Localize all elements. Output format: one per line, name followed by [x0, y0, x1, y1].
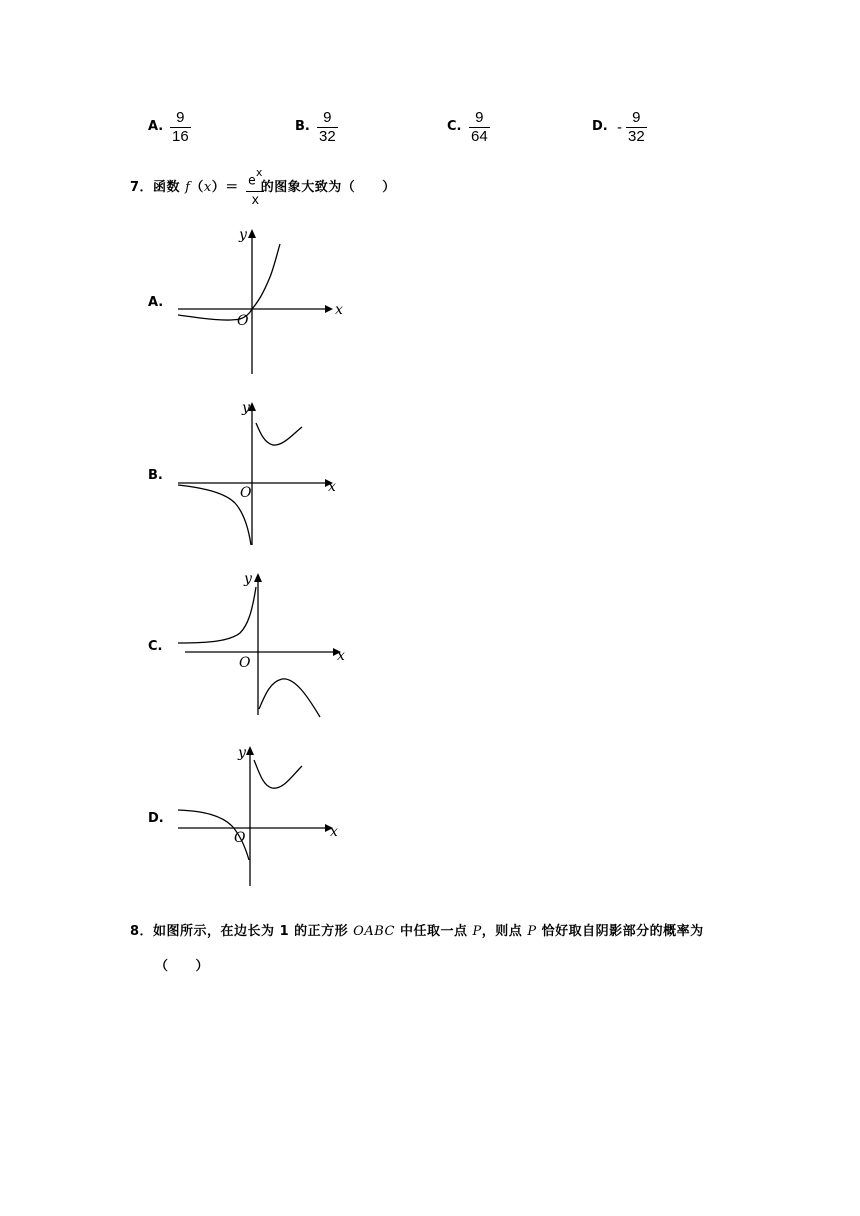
- graph-a-origin-label: O: [237, 313, 249, 329]
- graph-c-y-label: y: [244, 571, 252, 587]
- graph-c: [170, 567, 355, 727]
- option-d-minus-sign: -: [617, 119, 622, 136]
- q7-fraction: [246, 167, 264, 209]
- option-c-denominator: 64: [471, 128, 488, 145]
- q8-point-p2: P: [527, 924, 537, 939]
- graph-d-x-label: x: [330, 824, 338, 840]
- q7-frac-sup: x: [255, 166, 263, 179]
- q7-paren-open: （: [190, 180, 204, 195]
- graph-d-y-label: y: [238, 745, 246, 761]
- graph-a-label: A.: [148, 295, 164, 310]
- q8-part1: 8．如图所示，在边长为 1 的正方形: [130, 924, 354, 939]
- graph-d: [170, 740, 350, 890]
- graph-b-y-label: y: [242, 400, 250, 416]
- q8-point-p1: P: [472, 924, 482, 939]
- question-8-stem: [130, 920, 704, 939]
- graph-a-y-arrow: [248, 229, 256, 238]
- option-b-fraction: [317, 110, 338, 145]
- q8-part2: 中任取一点: [394, 924, 473, 939]
- option-c-label: C.: [447, 119, 462, 134]
- graph-c-right-branch: [259, 679, 320, 717]
- option-c-fraction: [469, 110, 490, 145]
- q7-f: f: [185, 180, 191, 195]
- graph-b-x-label: x: [328, 479, 336, 495]
- q7-paren-close: ）: [211, 180, 226, 195]
- graph-d-origin-label: O: [234, 830, 246, 846]
- graph-c-left-branch: [178, 587, 256, 643]
- option-b-denominator: 32: [319, 128, 336, 145]
- graph-c-origin-label: O: [239, 655, 251, 671]
- option-b-numerator: 9: [323, 109, 332, 126]
- q7-x: x: [203, 180, 212, 195]
- option-d-label: D.: [592, 119, 608, 134]
- option-a-denominator: 16: [172, 128, 189, 145]
- q8-square-name: OABC: [353, 924, 395, 939]
- q8-part3: ，则点: [481, 924, 528, 939]
- option-d-numerator: 9: [632, 109, 641, 126]
- graph-a-y-label: y: [239, 227, 247, 243]
- graph-c-x-label: x: [337, 648, 345, 664]
- graph-c-label: C.: [148, 639, 163, 654]
- graph-a-x-label: x: [335, 302, 343, 318]
- option-a-numerator: 9: [176, 109, 185, 126]
- option-a-fraction: [170, 110, 191, 145]
- graph-c-y-arrow: [254, 573, 262, 582]
- graph-b-right-branch: [256, 423, 302, 445]
- option-d-denominator: 32: [628, 128, 645, 145]
- option-d-fraction: [626, 110, 647, 145]
- graph-d-right-branch: [254, 760, 302, 788]
- q7-frac-num: e: [248, 173, 256, 189]
- graph-b-origin-label: O: [240, 485, 252, 501]
- option-b-label: B.: [295, 119, 310, 134]
- option-c-numerator: 9: [475, 109, 484, 126]
- q7-equals: ＝: [225, 180, 239, 195]
- graph-b: [170, 395, 350, 555]
- graph-a: [170, 222, 350, 382]
- graph-b-label: B.: [148, 468, 163, 483]
- q8-part4: 恰好取自阴影部分的概率为: [536, 924, 704, 939]
- q7-suffix: 的图象大致为（ ）: [260, 180, 396, 195]
- graph-a-x-arrow: [325, 305, 333, 313]
- question-8-answer-blank: （ ）: [155, 959, 210, 974]
- q7-prefix: 7．函数: [130, 180, 186, 195]
- graph-d-y-arrow: [246, 746, 254, 755]
- graph-d-label: D.: [148, 811, 164, 826]
- q7-frac-den: x: [251, 193, 260, 209]
- option-a-label: A.: [148, 119, 164, 134]
